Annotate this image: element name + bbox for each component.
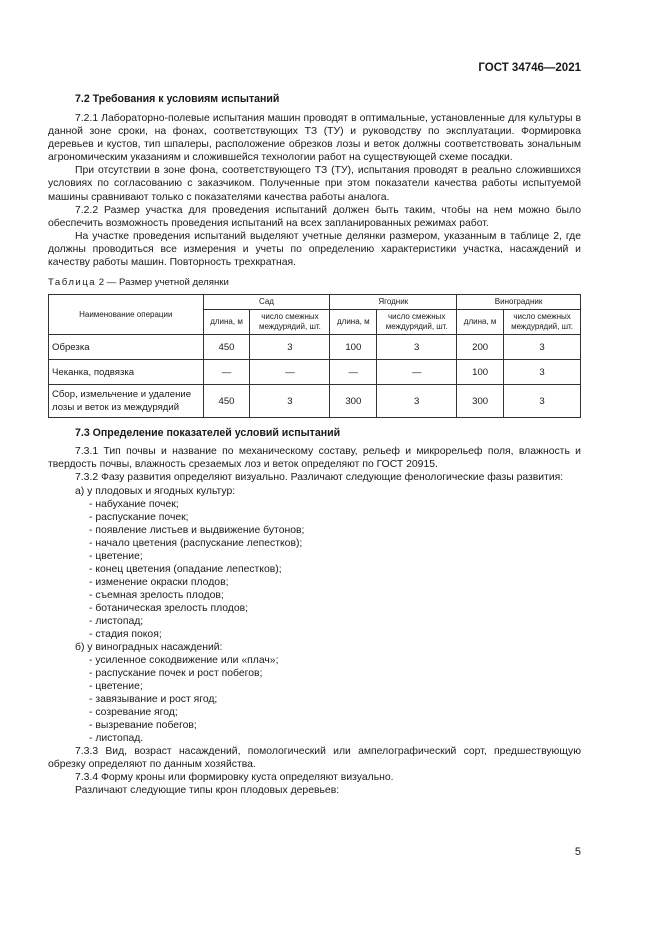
row-name: Сбор, измельчение и удаление лозы и веток из междурядий	[49, 385, 204, 418]
list-item: - ботаническая зрелость плодов;	[89, 602, 249, 614]
sub-header-count: число смежных междурядий, шт.	[377, 310, 457, 335]
document-header: ГОСТ 34746—2021	[478, 62, 581, 74]
list-item: - вызревание побегов;	[89, 719, 197, 731]
list-item: - распускание почек;	[89, 511, 189, 523]
cell: 300	[330, 385, 377, 418]
list-a-title: а) у плодовых и ягодных культур:	[75, 485, 236, 497]
list-item: - завязывание и рост ягод;	[89, 693, 218, 705]
row-name: Обрезка	[49, 335, 204, 360]
list-item: - цветение;	[89, 680, 143, 692]
cell: —	[330, 360, 377, 385]
table-caption	[48, 276, 581, 289]
paragraph: 7.2.2 Размер участка для проведения испытаний должен быть таким, чтобы на нем можно было обеспечить возможность проведения испытаний на всех запланированных режимах работ.	[48, 204, 581, 229]
cell: 100	[330, 335, 377, 360]
document-body	[48, 92, 581, 797]
paragraph: 7.3.2 Фазу развития определяют визуально. Различают следующие фенологические фазы развития:	[75, 472, 564, 484]
list-item: - листопад;	[89, 615, 144, 627]
cell: —	[377, 360, 457, 385]
section-7-2-title: 7.2 Требования к условиям испытаний	[75, 93, 280, 105]
group-header-vineyard: Виноградник	[457, 295, 581, 310]
list-item: - стадия покоя;	[89, 628, 162, 640]
cell: 3	[504, 360, 581, 385]
cell: 450	[203, 335, 250, 360]
list-item: - созревание ягод;	[89, 706, 178, 718]
table-row	[49, 335, 581, 360]
cell: 200	[457, 335, 504, 360]
list-item: - появление листьев и выдвижение бутонов;	[89, 524, 305, 536]
group-header-berry: Ягодник	[330, 295, 457, 310]
list-item: - начало цветения (распускание лепестков);	[89, 537, 303, 549]
paragraph: При отсутствии в зоне фона, соответствующего ТЗ (ТУ), испытания проводят в реально сложившихся условиях по согласованию с заказчиком. Полученные при этом показатели качества работы испытуемой машины сравнивают только с показателями качества работы аналога.	[48, 165, 581, 203]
paragraph: 7.2.1 Лабораторно-полевые испытания машин проводят в оптимальные, установленные для культуры в данной зоне сроки, на фонах, соответствующих ТЗ (ТУ) и руководству по эксплуатации. Формировка деревьев и кустов, тип шпалеры, расположение обрезков лозы и веток должны соответствовать зональным агрономическим указаниям и сложившейся технологии работ на существующей схеме посадки.	[48, 113, 581, 164]
cell: 3	[250, 335, 330, 360]
col-operation-header: Наименование операции	[49, 295, 204, 335]
table-caption-text: 2 — Размер учетной делянки	[98, 277, 229, 289]
paragraph: 7.3.4 Форму кроны или формировку куста определяют визуально.	[75, 771, 394, 783]
sub-header-count: число смежных междурядий, шт.	[504, 310, 581, 335]
cell: 450	[203, 385, 250, 418]
sub-header-length: длина, м	[330, 310, 377, 335]
sub-header-count: число смежных междурядий, шт.	[250, 310, 330, 335]
row-name: Чеканка, подвязка	[49, 360, 204, 385]
sub-header-length: длина, м	[203, 310, 250, 335]
table-row	[49, 385, 581, 418]
cell: 3	[377, 385, 457, 418]
list-a	[48, 498, 581, 641]
paragraph: Различают следующие типы крон плодовых деревьев:	[75, 784, 340, 796]
cell: 300	[457, 385, 504, 418]
list-item: - распускание почек и рост побегов;	[89, 667, 263, 679]
paragraph: 7.3.1 Тип почвы и название по механическому составу, рельеф и микрорельеф поля, влажность и твердость почвы, влажность срезаемых лоз и веток определяют по ГОСТ 20915.	[48, 446, 581, 471]
cell: —	[250, 360, 330, 385]
list-item: - конец цветения (опадание лепестков);	[89, 563, 282, 575]
cell: 3	[504, 385, 581, 418]
group-header-garden: Сад	[203, 295, 330, 310]
list-item: - цветение;	[89, 550, 143, 562]
list-item: - листопад.	[89, 732, 144, 744]
list-b-title: б) у виноградных насаждений:	[75, 641, 223, 653]
section-7-3-title: 7.3 Определение показателей условий испытаний	[75, 427, 341, 440]
sub-header-length: длина, м	[457, 310, 504, 335]
list-item: - усиленное сокодвижение или «плач»;	[89, 654, 279, 666]
table-caption-word: Таблица	[48, 277, 97, 289]
cell: 100	[457, 360, 504, 385]
table-plot-size	[48, 294, 581, 418]
table-row	[49, 360, 581, 385]
list-item: - съемная зрелость плодов;	[89, 589, 224, 601]
list-b	[48, 654, 581, 745]
cell: 3	[504, 335, 581, 360]
cell: 3	[377, 335, 457, 360]
list-item: - набухание почек;	[89, 498, 179, 510]
page-number: 5	[574, 846, 581, 858]
cell: 3	[250, 385, 330, 418]
list-item: - изменение окраски плодов;	[89, 576, 229, 588]
paragraph: 7.3.3 Вид, возраст насаждений, помологический или ампелографический сорт, предшествующую обрезку определяют по данным хозяйства.	[48, 745, 581, 770]
paragraph: На участке проведения испытаний выделяют учетные делянки размером, указанным в таблице 2, где должны проводиться все измерения и учеты по определению характеристики участка, насаждений и качеству работы машин. Повторность трехкратная.	[48, 230, 581, 269]
cell: —	[203, 360, 250, 385]
